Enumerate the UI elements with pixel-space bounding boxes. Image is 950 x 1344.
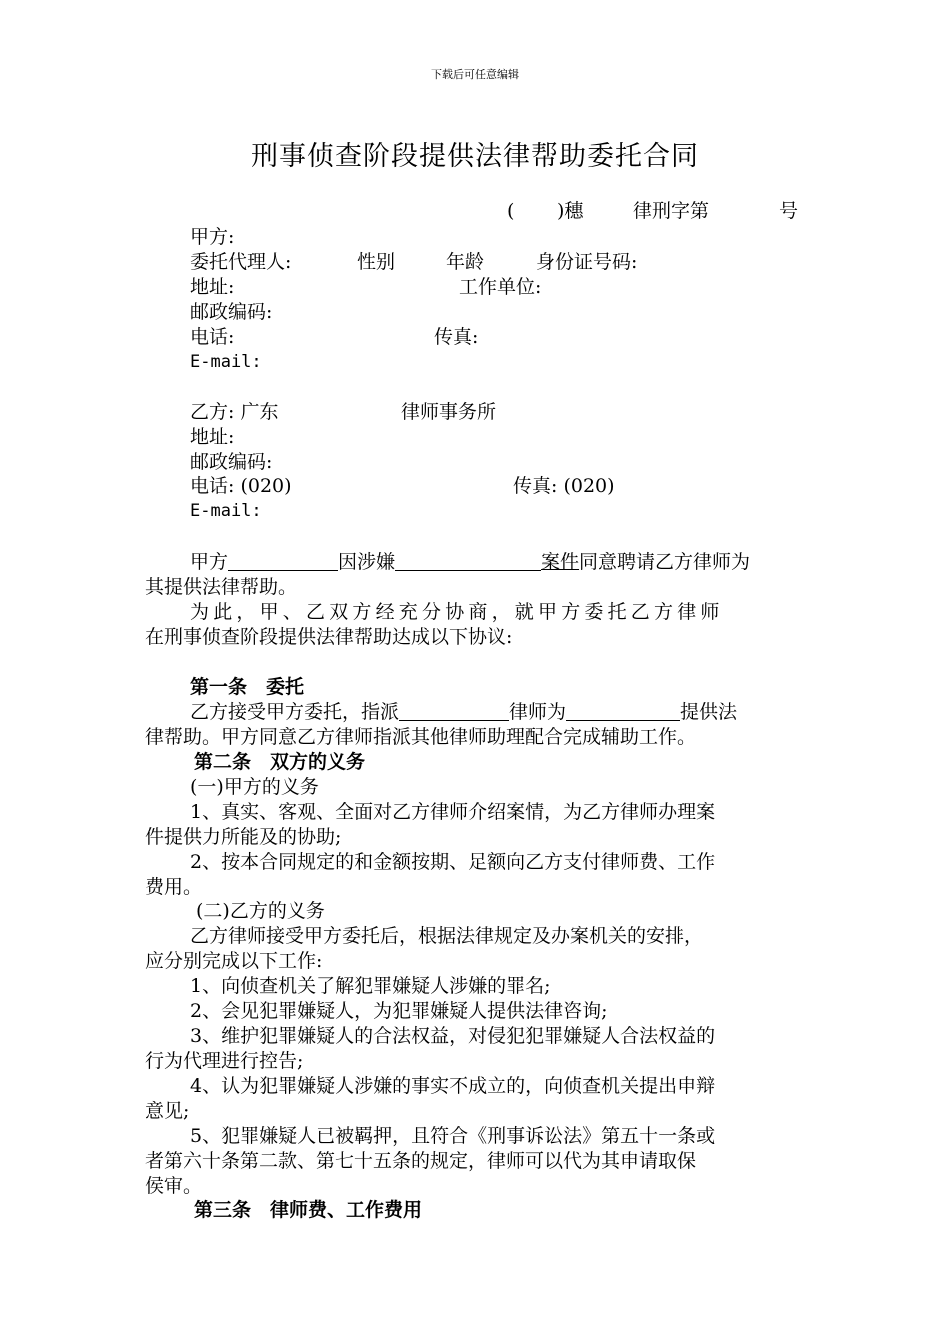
article-1-line-1	[190, 700, 737, 724]
article-1-line-2: 律帮助。甲方同意乙方律师指派其他律师助理配合完成辅助工作。	[145, 726, 697, 748]
article-2-b3-line-1: 3、维护犯罪嫌疑人的合法权益，对侵犯犯罪嫌疑人合法权益的	[190, 1025, 716, 1047]
intro-line-3	[190, 600, 805, 624]
article-1-lawyer: 律师为	[509, 701, 567, 723]
article-2-b5-line-3: 侯审。	[145, 1175, 203, 1197]
article-2-b5-line-2: 者第六十条第二款、第七十五条的规定，律师可以代为其申请取保	[145, 1150, 697, 1172]
article-2-a2-line-2: 费用。	[145, 876, 203, 898]
article-2-a2-line-1: 2、按本合同规定的和金额按期、足额向乙方支付律师费、工作	[190, 851, 716, 873]
party-b-address: 地址:	[190, 426, 235, 448]
article-2-heading: 第二条 双方的义务	[194, 751, 366, 773]
article-2-b4-line-2: 意见;	[145, 1100, 190, 1122]
article-2-b0-line-1: 乙方律师接受甲方委托后，根据法律规定及办案机关的安排，	[190, 925, 704, 947]
party-a-postcode: 邮政编码:	[190, 301, 273, 323]
header-note: 下载后可任意编辑	[431, 68, 519, 81]
blank-lawyer-name[interactable]	[399, 700, 509, 721]
article-2-sub-1: (一)甲方的义务	[190, 776, 319, 798]
intro-line-1	[190, 550, 750, 574]
party-a-age: 年龄	[446, 251, 485, 273]
article-2-a1-line-1: 1、真实、客观、全面对乙方律师介绍案情，为乙方律师办理案	[190, 801, 716, 823]
article-2-b1: 1、向侦查机关了解犯罪嫌疑人涉嫌的罪名;	[190, 975, 551, 997]
article-2-b2: 2、会见犯罪嫌疑人，为犯罪嫌疑人提供法律咨询;	[190, 1000, 608, 1022]
party-b-postcode: 邮政编码:	[190, 451, 273, 473]
party-b-phone: 电话: (020)	[190, 475, 292, 497]
party-a-email: E-mail:	[190, 352, 262, 372]
party-a-agent: 委托代理人:	[190, 251, 292, 273]
article-2-b5-line-1: 5、犯罪嫌疑人已被羁押，且符合《刑事诉讼法》第五十一条或	[190, 1125, 716, 1147]
blank-party-a-name[interactable]	[228, 550, 338, 571]
intro-para2-line1: 为此，甲、乙双方经充分协商，就甲方委托乙方律师	[190, 601, 724, 623]
article-2-b3-line-2: 行为代理进行控告;	[145, 1050, 304, 1072]
page-title: 刑事侦查阶段提供法律帮助委托合同	[251, 141, 699, 172]
party-a-address: 地址:	[190, 276, 235, 298]
doc-number-open: (	[507, 200, 515, 222]
party-b-label: 乙方: 广东	[190, 401, 279, 423]
intro-suspected: 因涉嫌	[338, 551, 396, 573]
article-2-b4-line-1: 4、认为犯罪嫌疑人涉嫌的事实不成立的，向侦查机关提出申辩	[190, 1075, 716, 1097]
party-b-firm: 律师事务所	[401, 401, 497, 423]
party-a-gender: 性别	[357, 251, 396, 273]
blank-client-name[interactable]	[566, 700, 680, 721]
article-2-a1-line-2: 件提供力所能及的协助;	[145, 826, 342, 848]
party-a-id: 身份证号码:	[536, 251, 638, 273]
article-1-heading: 第一条 委托	[190, 676, 305, 698]
doc-number-mid: 律刑字第	[633, 200, 710, 222]
party-a-phone: 电话:	[190, 326, 235, 348]
intro-hire: 同意聘请乙方律师为	[579, 551, 751, 573]
doc-number-end: 号	[779, 200, 799, 222]
party-b-fax: 传真: (020)	[513, 475, 615, 497]
intro-case: 案件	[541, 551, 580, 573]
party-a-label: 甲方:	[190, 226, 235, 248]
blank-charge[interactable]	[395, 550, 541, 571]
party-b-email: E-mail:	[190, 501, 262, 521]
intro-line-2: 其提供法律帮助。	[145, 576, 298, 598]
intro-para2-line2: 在刑事侦查阶段提供法律帮助达成以下协议:	[145, 626, 513, 648]
party-a-employer: 工作单位:	[459, 276, 542, 298]
article-2-b0-line-2: 应分别完成以下工作:	[145, 950, 323, 972]
doc-number-city: )穗	[557, 200, 584, 222]
article-1-assign: 乙方接受甲方委托，指派	[190, 701, 400, 723]
article-1-provide: 提供法	[680, 701, 738, 723]
intro-party-a: 甲方	[190, 551, 229, 573]
article-2-sub-2: (二)乙方的义务	[196, 900, 325, 922]
party-a-fax: 传真:	[434, 326, 479, 348]
article-3-heading: 第三条 律师费、工作费用	[194, 1199, 423, 1221]
